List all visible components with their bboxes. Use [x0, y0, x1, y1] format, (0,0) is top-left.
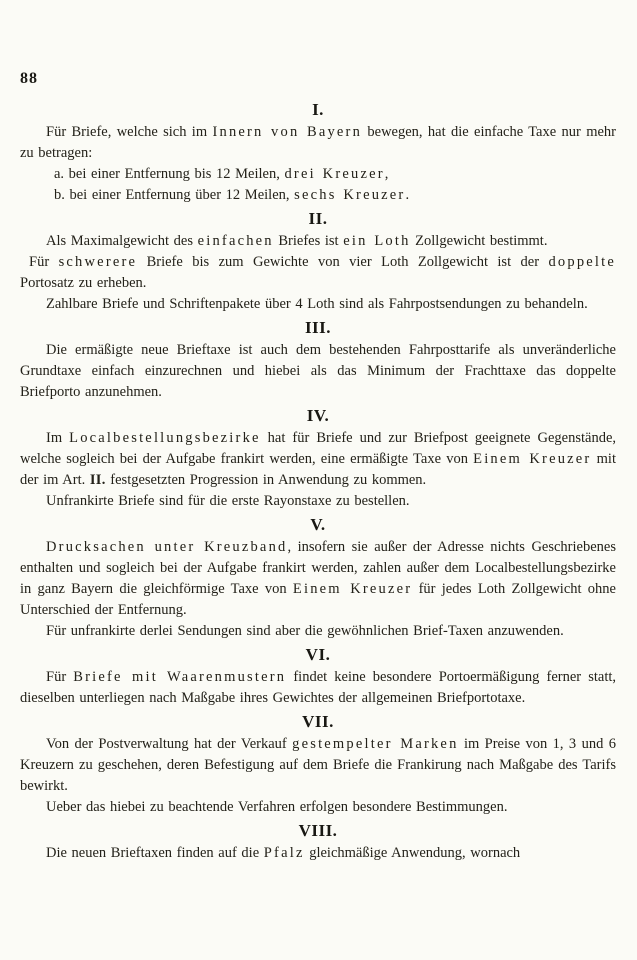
emphasized-text: sechs Kreuzer [294, 187, 406, 203]
paragraph [20, 797, 616, 818]
text-segment: Die neuen Brieftaxen finden auf die [46, 845, 264, 861]
emphasized-text: gestempelter Marken [292, 736, 459, 752]
section-heading: VIII. [298, 821, 338, 840]
text-segment: bewegen, hat die einfache Taxe nur mehr zu betragen: [20, 124, 617, 161]
emphasized-text: schwerere [58, 254, 138, 270]
bold-text: II. [89, 472, 106, 488]
paragraph [20, 164, 616, 185]
emphasized-text: Innern von Bayern [212, 124, 363, 140]
section-heading: II. [308, 209, 328, 228]
text-segment: Briefes ist [273, 233, 344, 249]
text-segment: Zollgewicht bestimmt. [410, 233, 548, 249]
paragraph [20, 231, 616, 252]
text-segment: Zahlbare Briefe und Schriftenpakete über 4 Loth sind als Fahrpostsendungen zu behandeln. [46, 296, 588, 312]
text-segment: , insofern sie außer der Adresse nichts Geschriebenes enthalten und sogleich bei der Aufgabe frankirt werden, zahlen außer dem Localbestellungsbezirke in ganz Bayern die gleichförmige Taxe von [20, 539, 616, 597]
section-heading: I. [312, 100, 324, 119]
paragraph [20, 667, 616, 709]
text-segment: , [384, 166, 389, 182]
section-heading: III. [304, 318, 332, 337]
text-segment: Die ermäßigte neue Brieftaxe ist auch dem bestehenden Fahrposttarife als unveränderliche Grundtaxe einfach einzurechnen und hiebei als das Minimum der Frachttaxe das doppelte Briefporto anzunehmen. [20, 342, 616, 400]
paragraph [20, 734, 616, 797]
text-segment: Briefe bis zum Gewichte von vier Loth Zollgewicht ist der [137, 254, 549, 270]
page-content [20, 97, 616, 864]
section-heading: V. [310, 515, 326, 534]
section-heading: VII. [302, 712, 334, 731]
text-segment: findet keine besondere Portoermäßigung ferner statt, dieselben unterliegen nach Maßgabe ihres Gewichtes der allgemeinen Briefportotaxe. [20, 669, 616, 706]
emphasized-text: Briefe mit Waarenmustern [73, 669, 287, 685]
emphasized-text: drei Kreuzer [284, 166, 385, 182]
paragraph [20, 537, 616, 621]
paragraph [20, 252, 616, 294]
text-segment: Ueber das hiebei zu beachtende Verfahren erfolgen besondere Bestimmungen. [46, 799, 508, 815]
text-segment: Im [46, 430, 70, 446]
text-segment: Von der Postverwaltung hat der Verkauf [46, 736, 293, 752]
emphasized-text: Einem Kreuzer [292, 581, 413, 597]
emphasized-text: einfachen [197, 233, 274, 249]
paragraph [20, 843, 616, 864]
text-segment: hat für Briefe und zur Briefpost geeignete Gegenstände, welche sogleich bei der Aufgabe frankirt werden, eine ermäßigte Taxe von [20, 430, 617, 467]
text-segment: Unfrankirte Briefe sind für die erste Rayonstaxe zu bestellen. [46, 493, 410, 509]
text-segment: mit der im Art. [20, 451, 616, 488]
paragraph [20, 340, 616, 403]
text-segment: gleichmäßige Anwendung, wornach [304, 845, 521, 861]
text-segment: Für Briefe, welche sich im [46, 124, 213, 140]
text-segment: a. bei einer Entfernung bis 12 Meilen, [54, 166, 285, 182]
emphasized-text: Drucksachen unter Kreuzband [46, 539, 288, 555]
paragraph [20, 428, 616, 491]
text-segment: b. bei einer Entfernung über 12 Meilen, [54, 187, 295, 203]
text-segment: Für unfrankirte derlei Sendungen sind aber die gewöhnlichen Brief-Taxen anzuwenden. [46, 623, 564, 639]
text-segment: . [405, 187, 410, 203]
paragraph [20, 294, 616, 315]
page-number: 88 [20, 70, 38, 87]
paragraph [20, 185, 616, 206]
emphasized-text: Pfalz [263, 845, 305, 861]
text-segment: Als Maximalgewicht des [46, 233, 198, 249]
paragraph [20, 621, 616, 642]
paragraph [20, 491, 616, 512]
emphasized-text: Localbestellungsbezirke [69, 430, 261, 446]
section-heading: IV. [306, 406, 330, 425]
text-segment: im Preise von 1, 3 und 6 Kreuzern zu geschehen, deren Befestigung auf dem Briefe die Frankirung nach Maßgabe des Tarifs bewirkt. [20, 736, 616, 794]
emphasized-text: Einem Kreuzer [473, 451, 592, 467]
text-segment: Für [46, 669, 74, 685]
emphasized-text: ein Loth [343, 233, 411, 249]
text-segment: festgesetzten Progression in Anwendung zu kommen. [105, 472, 427, 488]
text-segment: Für [29, 254, 59, 270]
section-heading: VI. [305, 645, 331, 664]
paragraph [20, 122, 616, 164]
emphasized-text: doppelte [548, 254, 616, 270]
text-segment: Portosatz zu erheben. [20, 275, 147, 291]
text-segment: für jedes Loth Zollgewicht ohne Unterschied der Entfernung. [20, 581, 616, 618]
